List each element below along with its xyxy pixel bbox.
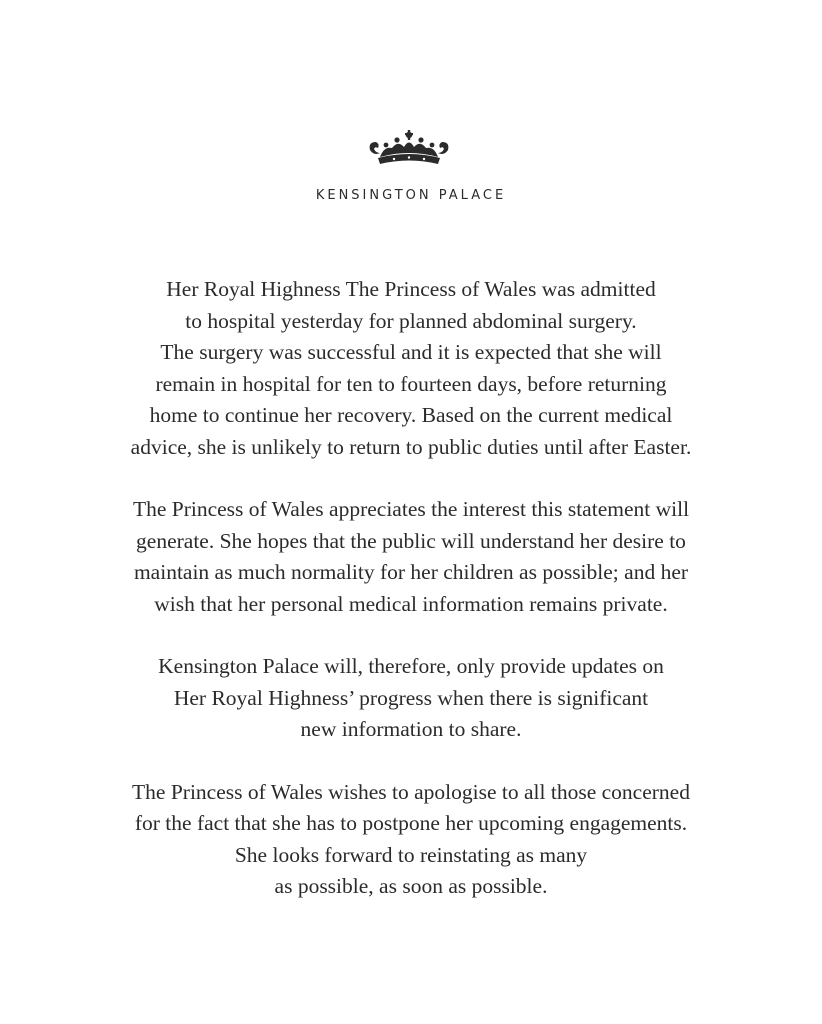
statement-line: new information to share. bbox=[300, 717, 522, 741]
statement-paragraph bbox=[40, 274, 782, 463]
statement-line: for the fact that she has to postpone her upcoming engagements. bbox=[134, 811, 688, 835]
statement-line: remain in hospital for ten to fourteen days, before returning bbox=[155, 371, 667, 396]
statement-line: generate. She hopes that the public will understand her desire to bbox=[136, 528, 686, 553]
statement-line: home to continue her recovery. Based on the current medical bbox=[149, 403, 673, 427]
statement-line: The Princess of Wales wishes to apologise to all those concerned bbox=[132, 779, 690, 804]
statement-line: advice, she is unlikely to return to public duties until after Easter. bbox=[130, 434, 692, 459]
statement-paragraph bbox=[40, 777, 782, 903]
statement-line: as possible, as soon as possible. bbox=[274, 874, 548, 898]
statement-line: Her Royal Highness The Princess of Wales was admitted bbox=[166, 277, 656, 301]
statement-line: to hospital yesterday for planned abdominal surgery. bbox=[185, 308, 637, 333]
statement-paragraph bbox=[40, 651, 782, 746]
organization-name: KENSINGTON PALACE bbox=[315, 188, 507, 203]
statement-line: Her Royal Highness’ progress when there is significant bbox=[173, 685, 649, 710]
statement-line: The Princess of Wales appreciates the interest this statement will bbox=[132, 497, 690, 521]
statement-body bbox=[40, 274, 782, 934]
statement-paragraph bbox=[40, 494, 782, 620]
statement-line: maintain as much normality for her children as possible; and her bbox=[133, 560, 689, 584]
statement-line: She looks forward to reinstating as many bbox=[234, 842, 588, 867]
statement-line: Kensington Palace will, therefore, only provide updates on bbox=[158, 654, 664, 678]
statement-line: The surgery was successful and it is expected that she will bbox=[160, 340, 662, 364]
crown-icon bbox=[364, 128, 454, 168]
statement-line: wish that her personal medical information remains private. bbox=[154, 591, 668, 616]
